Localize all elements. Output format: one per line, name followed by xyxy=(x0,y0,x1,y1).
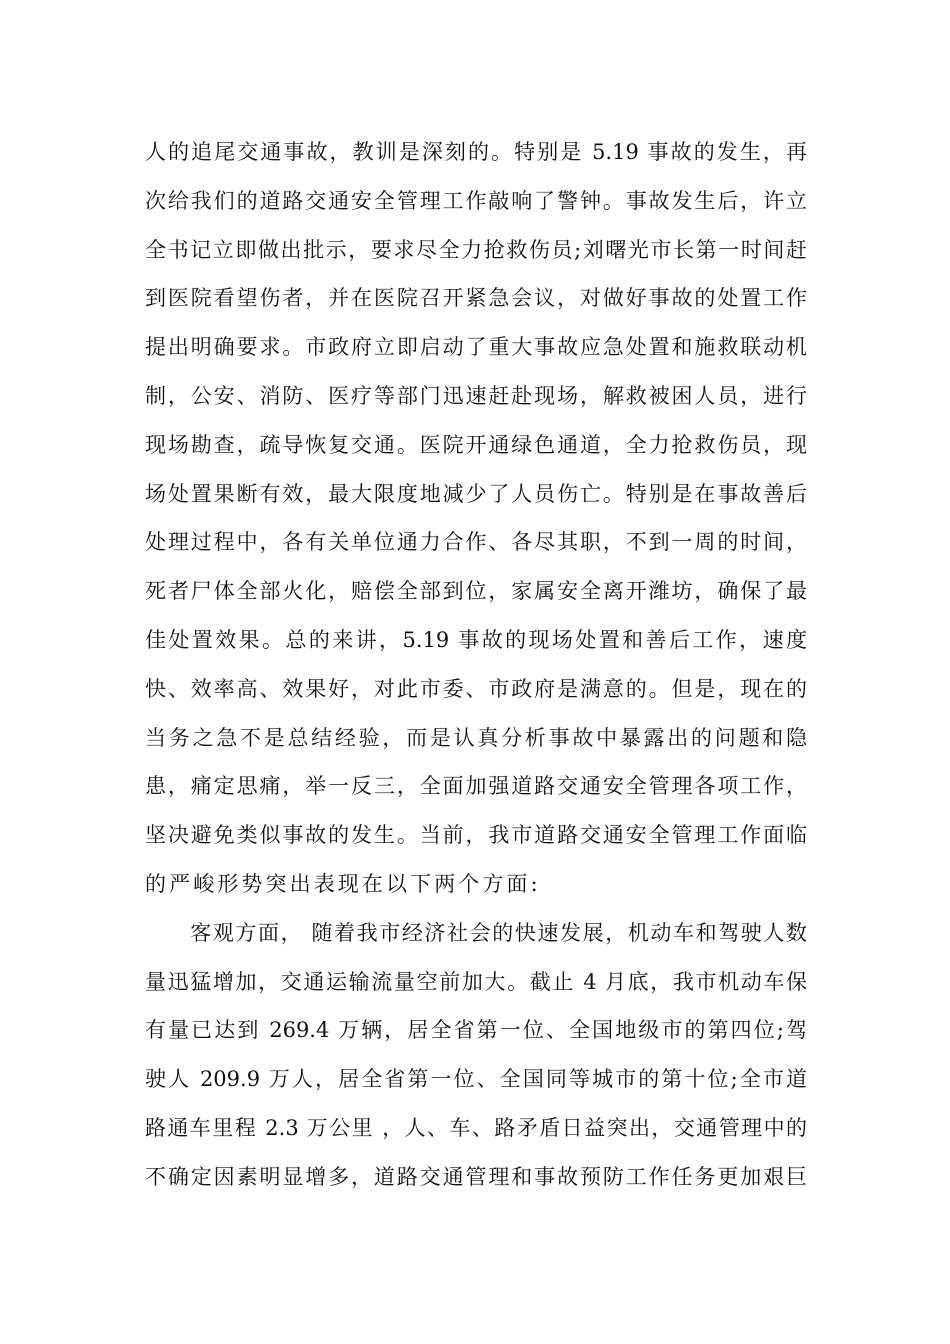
text-line: 制，公安、消防、医疗等部门迅速赶赴现场，解救被困人员，进行 xyxy=(145,383,807,408)
text-line: 坚决避免类似事故的发生。当前，我市道路交通安全管理工作面临 xyxy=(145,823,807,848)
text-line: 快、效率高、效果好，对此市委、市政府是满意的。但是，现在的 xyxy=(145,676,807,701)
text-line: 场处置果断有效，最大限度地减少了人员伤亡。特别是在事故善后 xyxy=(145,481,807,506)
text-line: 患，痛定思痛，举一反三，全面加强道路交通安全管理各项工作， xyxy=(145,774,807,799)
text-line: 量迅猛增加，交通运输流量空前加大。截止 4 月底，我市机动车保 xyxy=(145,969,807,994)
text-line: 人的追尾交通事故，教训是深刻的。特别是 5.19 事故的发生，再 xyxy=(145,140,807,164)
text-line: 有量已达到 269.4 万辆，居全省第一位、全国地级市的第四位;驾 xyxy=(145,1018,807,1043)
text-line: 死者尸体全部火化，赔偿全部到位，家属安全离开潍坊，确保了最 xyxy=(145,579,807,604)
text-line: 现场勘查，疏导恢复交通。医院开通绿色通道，全力抢救伤员，现 xyxy=(145,432,807,457)
text-line: 当务之急不是总结经验，而是认真分析事故中暴露出的问题和隐 xyxy=(145,725,807,750)
text-line: 处理过程中，各有关单位通力合作、各尽其职，不到一周的时间， xyxy=(145,530,807,555)
text-line: 佳处置效果。总的来讲，5.19 事故的现场处置和善后工作，速度 xyxy=(145,627,807,652)
text-line: 路通车里程 2.3 万公里 ，人、车、路矛盾日益突出，交通管理中的 xyxy=(145,1115,807,1140)
text-line: 驶人 209.9 万人，居全省第一位、全国同等城市的第十位;全市道 xyxy=(145,1067,807,1092)
text-line: 全书记立即做出批示，要求尽全力抢救伤员;刘曙光市长第一时间赶 xyxy=(145,237,807,262)
text-line: 提出明确要求。市政府立即启动了重大事故应急处置和施救联动机 xyxy=(145,335,807,360)
text-line: 到医院看望伤者，并在医院召开紧急会议，对做好事故的处置工作 xyxy=(145,286,807,311)
text-line: 不确定因素明显增多，道路交通管理和事故预防工作任务更加艰巨 xyxy=(145,1164,807,1189)
body-text xyxy=(145,128,807,1202)
text-line: 次给我们的道路交通安全管理工作敲响了警钟。事故发生后，许立 xyxy=(145,188,807,213)
text-line: 客观方面， 随着我市经济社会的快速发展，机动车和驾驶人数 xyxy=(145,920,807,945)
text-line: 的严峻形势突出表现在以下两个方面: xyxy=(145,871,541,896)
